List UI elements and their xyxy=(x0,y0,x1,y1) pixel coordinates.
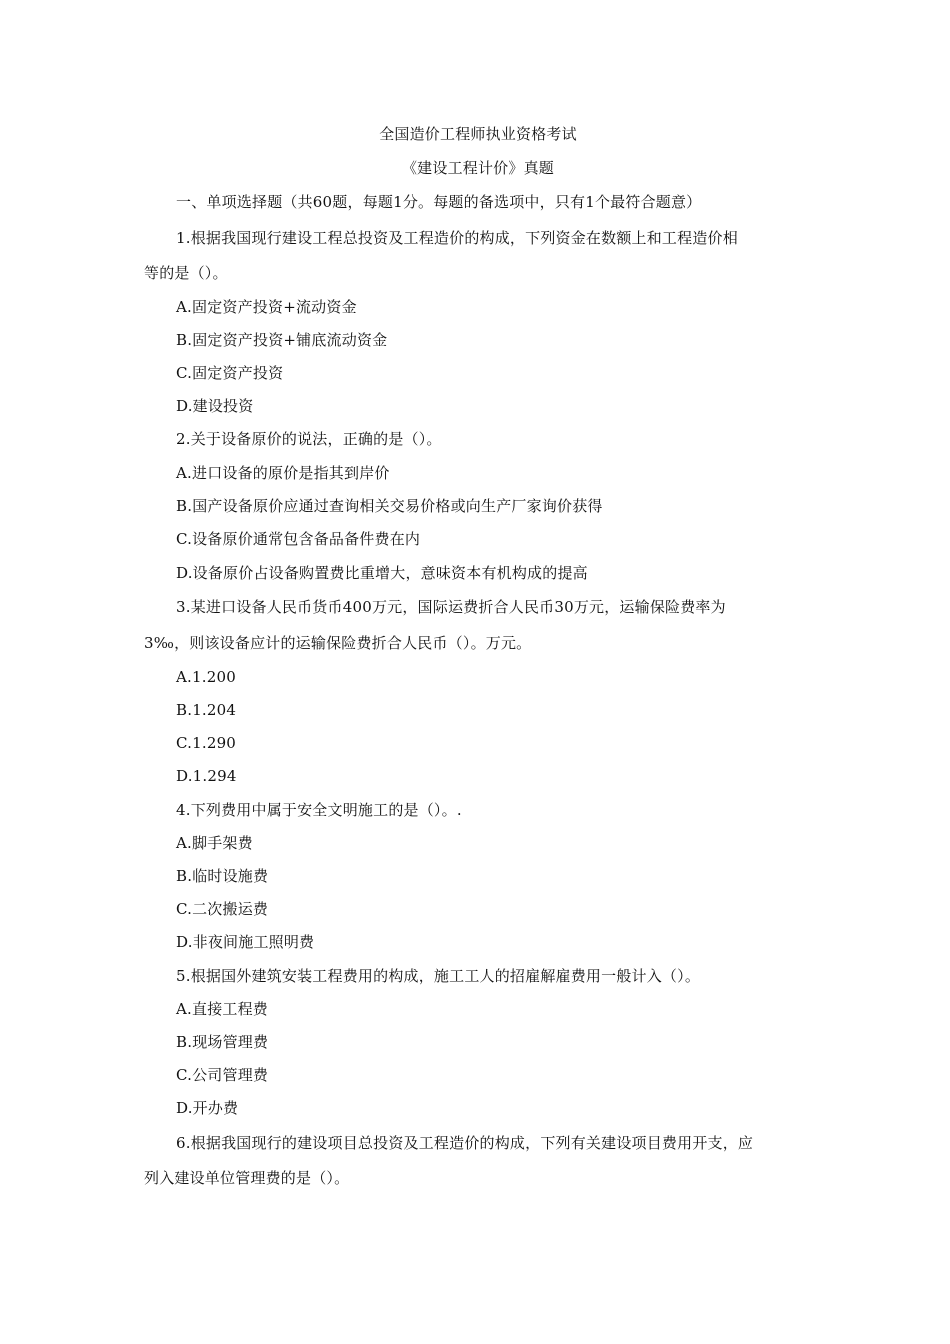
question-2-option-b: B.国产设备原价应通过查询相关交易价格或向生产厂家询价获得 xyxy=(176,497,603,515)
question-2-option-c: C.设备原价通常包含备品备件费在内 xyxy=(176,530,421,548)
question-3-option-d: D.1.294 xyxy=(176,767,237,785)
question-2-option-a: A.进口设备的原价是指其到岸价 xyxy=(176,464,390,482)
question-1-option-a: A.固定资产投资+流动资金 xyxy=(176,298,357,316)
question-2-option-d: D.设备原价占设备购置费比重增大，意味资本有机构成的提高 xyxy=(176,564,588,582)
question-5-option-d: D.开办费 xyxy=(176,1099,239,1117)
question-1-option-b: B.固定资产投资+铺底流动资金 xyxy=(176,331,388,349)
question-5-option-c: C.公司管理费 xyxy=(176,1066,269,1084)
question-5-stem: 5.根据国外建筑安装工程费用的构成，施工工人的招雇解雇费用一般计入（）。 xyxy=(176,967,701,985)
question-5-option-a: A.直接工程费 xyxy=(176,1000,269,1018)
question-4-option-a: A.脚手架费 xyxy=(176,834,253,852)
question-3-stem-line1: 3.某进口设备人民币货币400万元，国际运费折合人民币30万元，运输保险费率为 xyxy=(176,598,726,616)
question-1-option-c: C.固定资产投资 xyxy=(176,364,284,382)
question-3-option-c: C.1.290 xyxy=(176,734,237,752)
question-2-stem: 2.关于设备原价的说法，正确的是（）。 xyxy=(176,430,442,448)
question-3-option-b: B.1.204 xyxy=(176,701,237,719)
question-5-option-b: B.现场管理费 xyxy=(176,1033,269,1051)
document-subtitle: 《建设工程计价》真题 xyxy=(401,159,554,177)
section-heading: 一、单项选择题（共60题，每题1分。每题的备选项中，只有1个最符合题意） xyxy=(176,193,702,211)
question-4-option-d: D.非夜间施工照明费 xyxy=(176,933,315,951)
question-4-option-c: C.二次搬运费 xyxy=(176,900,269,918)
question-1-stem-line1: 1.根据我国现行建设工程总投资及工程造价的构成，下列资金在数额上和工程造价相 xyxy=(176,229,738,247)
question-1-stem-line2: 等的是（）。 xyxy=(144,264,228,282)
question-3-option-a: A.1.200 xyxy=(176,668,236,686)
question-6-stem-line2: 列入建设单位管理费的是（）。 xyxy=(144,1169,350,1187)
question-4-stem: 4.下列费用中属于安全文明施工的是（）。. xyxy=(176,801,462,819)
question-4-option-b: B.临时设施费 xyxy=(176,867,269,885)
question-1-option-d: D.建设投资 xyxy=(176,397,254,415)
question-3-stem-line2: 3‰，则该设备应计的运输保险费折合人民币（）。万元。 xyxy=(144,634,532,652)
document-title: 全国造价工程师执业资格考试 xyxy=(379,125,577,143)
question-6-stem-line1: 6.根据我国现行的建设项目总投资及工程造价的构成，下列有关建设项目费用开支，应 xyxy=(176,1134,754,1152)
